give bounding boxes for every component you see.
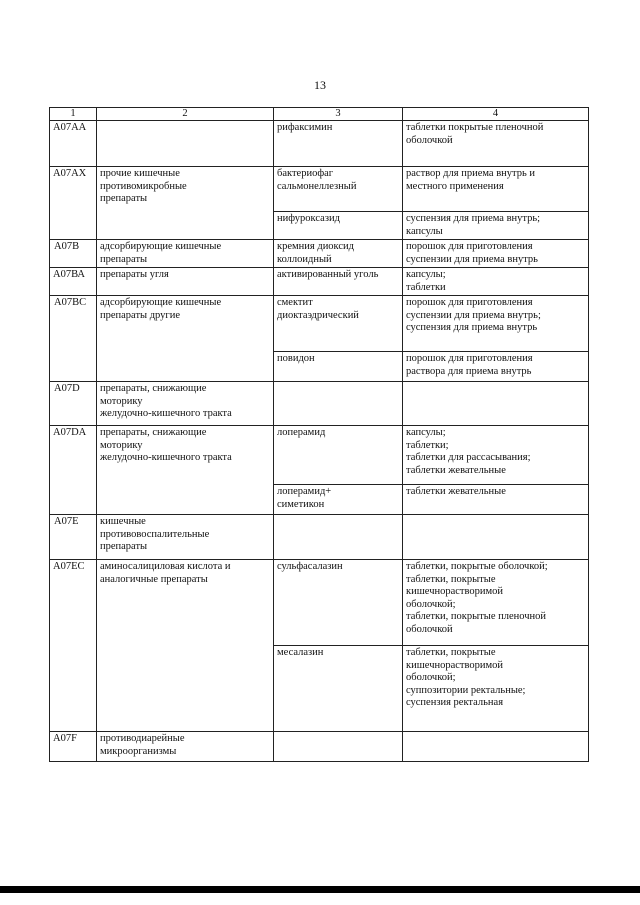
table-row [50, 296, 589, 352]
atc-code-cell: А07Е [50, 515, 97, 560]
dosage-form-cell: суспензия для приема внутрь; капсулы [403, 212, 589, 240]
drug-cell [274, 382, 403, 426]
table-row [50, 515, 589, 560]
dosage-form-cell: порошок для приготовления суспензии для приема внутрь [403, 240, 589, 268]
dosage-form-cell: капсулы; таблетки; таблетки для рассасывания; таблетки жевательные [403, 426, 589, 485]
group-cell: препараты угля [97, 268, 274, 296]
drug-cell: нифуроксазид [274, 212, 403, 240]
drug-cell: бактериофаг сальмонеллезный [274, 167, 403, 212]
drug-cell: рифаксимин [274, 121, 403, 167]
dosage-form-cell: раствор для приема внутрь и местного применения [403, 167, 589, 212]
atc-code-cell: А07АХ [50, 167, 97, 240]
header-col-3: 3 [274, 108, 403, 121]
header-col-4: 4 [403, 108, 589, 121]
drug-cell: кремния диоксид коллоидный [274, 240, 403, 268]
scan-border-bar [0, 886, 640, 893]
dosage-form-cell: таблетки покрытые пленочной оболочкой [403, 121, 589, 167]
dosage-form-cell: таблетки, покрытые оболочкой; таблетки, покрытые кишечнорастворимой оболочкой; таблетки, покрытые пленочной оболочкой [403, 560, 589, 646]
dosage-form-cell: порошок для приготовления суспензии для приема внутрь; суспензия для приема внутрь [403, 296, 589, 352]
group-cell: адсорбирующие кишечные препараты [97, 240, 274, 268]
group-cell: препараты, снижающие моторику желудочно-кишечного тракта [97, 426, 274, 515]
drug-cell: лоперамид+ симетикон [274, 485, 403, 515]
header-col-2: 2 [97, 108, 274, 121]
drug-cell [274, 515, 403, 560]
drug-cell: лоперамид [274, 426, 403, 485]
header-col-1: 1 [50, 108, 97, 121]
dosage-form-cell: порошок для приготовления раствора для приема внутрь [403, 352, 589, 382]
group-cell: препараты, снижающие моторику желудочно-кишечного тракта [97, 382, 274, 426]
dosage-form-cell [403, 515, 589, 560]
atc-code-cell: А07ВА [50, 268, 97, 296]
atc-code-cell: А07ВС [50, 296, 97, 382]
group-cell: аминосалициловая кислота и аналогичные препараты [97, 560, 274, 732]
table-row [50, 732, 589, 762]
drug-classification-table [49, 107, 589, 762]
drug-cell: смектит диоктаэдрический [274, 296, 403, 352]
header-row [50, 108, 589, 121]
table-row [50, 382, 589, 426]
atc-code-cell: А07ЕС [50, 560, 97, 732]
atc-code-cell: А07D [50, 382, 97, 426]
atc-code-cell: А07DА [50, 426, 97, 515]
drug-cell: повидон [274, 352, 403, 382]
atc-code-cell: А07АА [50, 121, 97, 167]
table-row [50, 426, 589, 485]
dosage-form-cell [403, 732, 589, 762]
group-cell: кишечные противовоспалительные препараты [97, 515, 274, 560]
dosage-form-cell: таблетки жевательные [403, 485, 589, 515]
drug-cell: активированный уголь [274, 268, 403, 296]
table-row [50, 121, 589, 167]
table-row [50, 560, 589, 646]
table-row [50, 268, 589, 296]
group-cell [97, 121, 274, 167]
atc-code-cell: А07В [50, 240, 97, 268]
drug-cell: месалазин [274, 646, 403, 732]
group-cell: адсорбирующие кишечные препараты другие [97, 296, 274, 382]
drug-cell: сульфасалазин [274, 560, 403, 646]
table-row [50, 167, 589, 212]
group-cell: прочие кишечные противомикробные препараты [97, 167, 274, 240]
atc-code-cell: А07F [50, 732, 97, 762]
drug-cell [274, 732, 403, 762]
group-cell: противодиарейные микроорганизмы [97, 732, 274, 762]
dosage-form-cell: таблетки, покрытые кишечнорастворимой оболочкой; суппозитории ректальные; суспензия ректальная [403, 646, 589, 732]
page-number: 13 [314, 78, 326, 92]
table-row [50, 240, 589, 268]
dosage-form-cell [403, 382, 589, 426]
dosage-form-cell: капсулы; таблетки [403, 268, 589, 296]
